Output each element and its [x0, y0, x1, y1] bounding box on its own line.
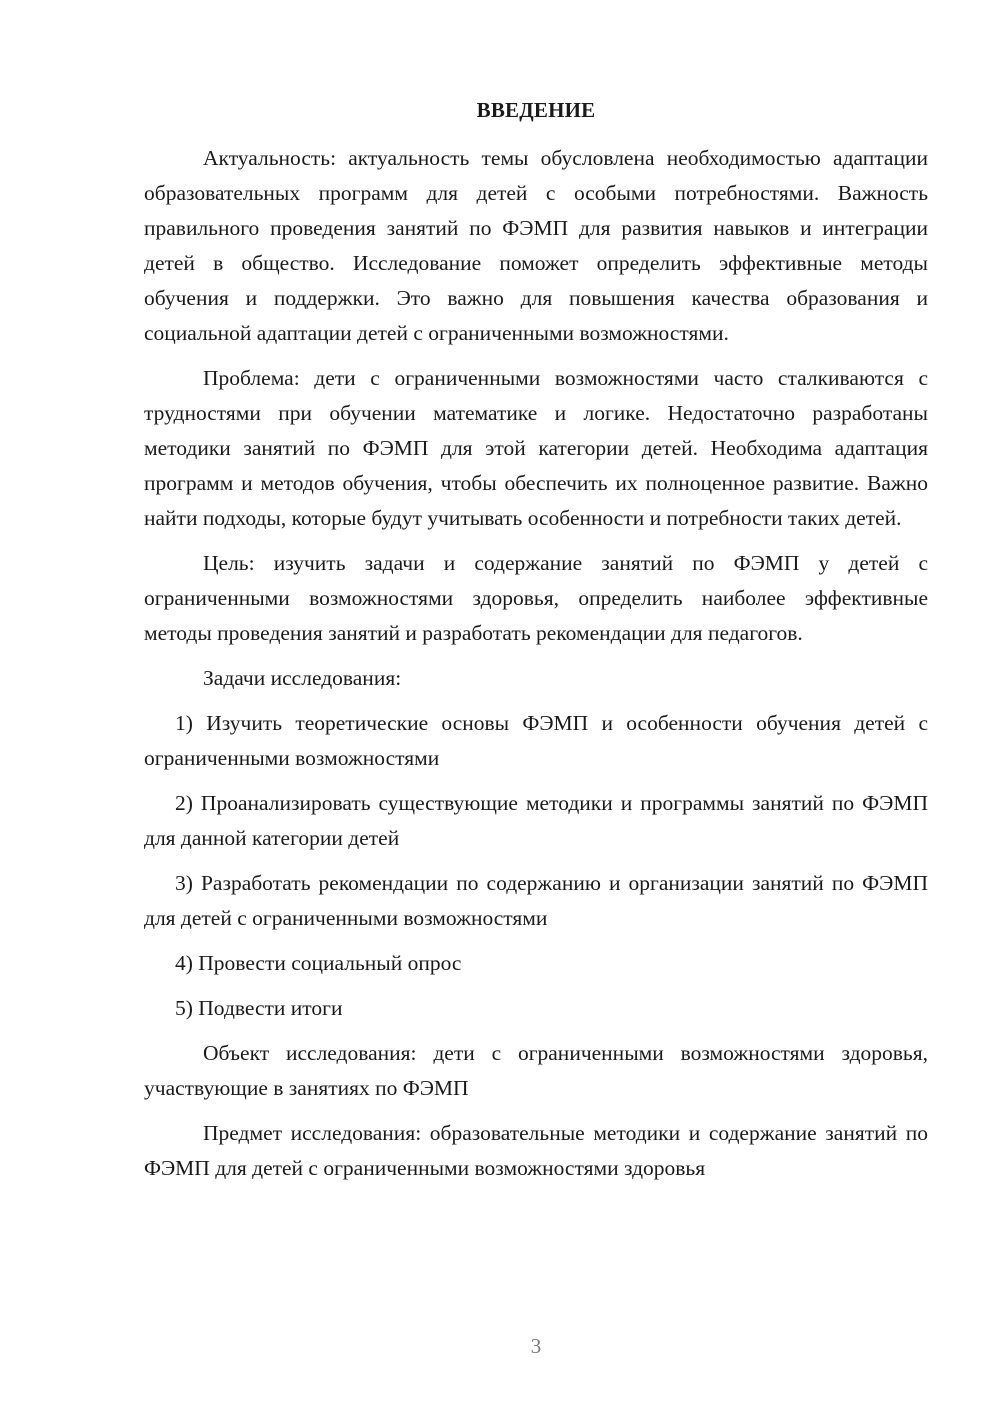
paragraph-problem: Проблема: дети с ограниченными возможностями часто сталкиваются с трудностями при обучении математике и логике. Недостаточно разработаны методики занятий по ФЭМП для этой категории детей. Необходима адаптация программ и методов обучения, чтобы обеспечить их полноценное развитие. Важно найти подходы, которые будут учитывать особенности и потребности таких детей. — [144, 366, 928, 530]
paragraph-object: Объект исследования: дети с ограниченными возможностями здоровья, участвующие в занятиях по ФЭМП — [144, 1041, 928, 1100]
task-item-1: 1) Изучить теоретические основы ФЭМП и особенности обучения детей с ограниченными возможностями — [144, 711, 928, 770]
document-body — [144, 141, 928, 1196]
task-item-4: 4) Провести социальный опрос — [175, 951, 462, 975]
task-item-2: 2) Проанализировать существующие методики и программы занятий по ФЭМП для данной категории детей — [144, 791, 928, 850]
task-item-3: 3) Разработать рекомендации по содержанию и организации занятий по ФЭМП для детей с ограниченными возможностями — [144, 871, 928, 930]
page-number: 3 — [530, 1334, 542, 1358]
paragraph-relevance: Актуальность: актуальность темы обусловлена необходимостью адаптации образовательных программ для детей с особыми потребностями. Важность правильного проведения занятий по ФЭМП для развития навыков и интеграции детей в общество. Исследование поможет определить эффективные методы обучения и поддержки. Это важно для повышения качества образования и социальной адаптации детей с ограниченными возможностями. — [144, 146, 928, 345]
tasks-heading: Задачи исследования: — [203, 666, 402, 690]
task-item-5: 5) Подвести итоги — [175, 996, 343, 1020]
paragraph-subject: Предмет исследования: образовательные методики и содержание занятий по ФЭМП для детей с ограниченными возможностями здоровья — [144, 1121, 928, 1180]
paragraph-goal: Цель: изучить задачи и содержание занятий по ФЭМП у детей с ограниченными возможностями здоровья, определить наиболее эффективные методы проведения занятий и разработать рекомендации для педагогов. — [144, 551, 928, 645]
document-page — [144, 0, 928, 1414]
page-title: ВВЕДЕНИЕ — [476, 98, 596, 122]
